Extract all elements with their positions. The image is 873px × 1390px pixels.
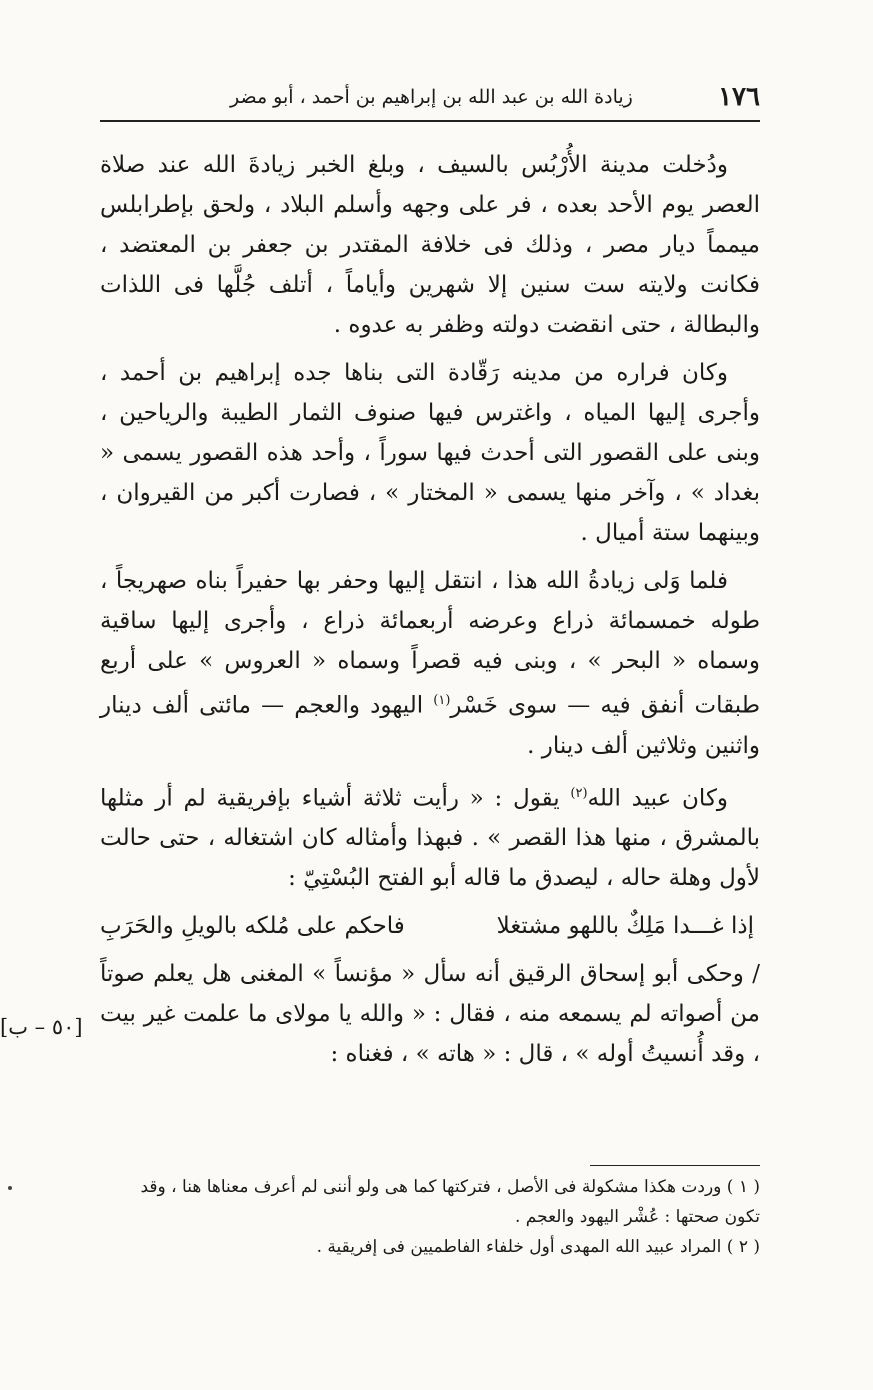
footnote: ( ١ ) وردت هكذا مشكولة فى الأصل ، فتركتها كما هى ولو أننى لم أعرف معناها هنا ، وقد تكون صحتها : عُشْر اليهود والعجم . — [140, 1177, 760, 1227]
paragraph — [100, 561, 760, 766]
margin-dot — [8, 1186, 12, 1190]
verse-hemistich: إذا غـــدا مَلِكٌ باللهو مشتغلا — [496, 913, 754, 940]
footnote: ( ٢ ) المراد عبيد الله المهدى أول خلفاء الفاطميين فى إفريقية . — [316, 1237, 760, 1257]
paragraph: وكان فراره من مدينه رَقّادة التى بناها جده إبراهيم بن أحمد ، وأجرى إليها المياه ، واغترس فيها صنوف الثمار الطيبة والرياحين ، وبنى على القصور التى أحدث فيها سوراً ، وأحد هذه القصور يسمى « بغداد » ، وآخر منها يسمى « المختار » ، فصارت أكبر من القيروان ، وبينهما ستة أميال . — [100, 360, 760, 546]
page-number: ١٧٦ — [718, 82, 760, 112]
page-header — [100, 80, 760, 122]
footnote-marker: (٢) — [570, 785, 588, 801]
running-title: زيادة الله بن عبد الله بن إبراهيم بن أحمد ، أبو مضر — [230, 86, 633, 108]
footnotes — [100, 1172, 760, 1262]
verse-hemistich: فاحكم على مُلكه بالويلِ والحَرَبِ — [100, 913, 405, 940]
paragraph-text: فلما وَلى زيادةُ الله هذا ، انتقل إليها وحفر بها حفيراً بناه صهريجاً ، طوله خمسمائة ذراع وعرضه أربعمائة ذراع ، وأجرى إليها ساقية وسماه « البحر » ، وبنى فيه قصراً وسماه « العروس » على أربع طبقات أنفق فيه — سوى خَسْر — [100, 568, 761, 719]
paragraph-text: يقول : « رأيت ثلاثة أشياء بإفريقية لم أر مثلها بالمشرق ، منها هذا القصر » . فبهذا وأمثاله كان اشتغاله ، حتى حالت لأول وهلة حاله ، ليصدق ما قاله أبو الفتح البُسْتِيّ : — [100, 785, 760, 892]
main-text — [100, 145, 760, 1082]
manuscript-folio-note: [٥٠ – ب] — [0, 1015, 83, 1039]
paragraph-text: اليهود والعجم — مائتى ألف دينار واثنين وثلاثين ألف دينار . — [100, 692, 760, 759]
poem-verse — [100, 906, 760, 946]
footnote-divider — [590, 1165, 760, 1166]
paragraph: / وحكى أبو إسحاق الرقيق أنه سأل « مؤنساً » المغنى هل يعلم صوتاً من أصواته لم يسمعه منه ، فقال : « والله يا مولاى ما علمت غير بيت ، وقد أُنسيتُ أوله » ، قال : « هاته » ، فغناه : — [100, 961, 760, 1068]
paragraph: ودُخلت مدينة الأُرْبُس بالسيف ، وبلغ الخبر زيادةَ الله عند صلاة العصر يوم الأحد بعده ، فر على وجهه وأسلم البلاد ، ولحق بإطرابلس ميمماً ديار مصر ، وذلك فى خلافة المقتدر بن جعفر بن المعتضد ، فكانت ولايته ست سنين إلا شهرين وأياماً ، أتلف جُلَّها فى اللذات والبطالة ، حتى انقضت دولته وظفر به عدوه . — [100, 152, 760, 338]
paragraph-text: وكان عبيد الله — [587, 785, 728, 812]
footnote-marker: (١) — [433, 693, 451, 708]
paragraph — [100, 774, 760, 899]
